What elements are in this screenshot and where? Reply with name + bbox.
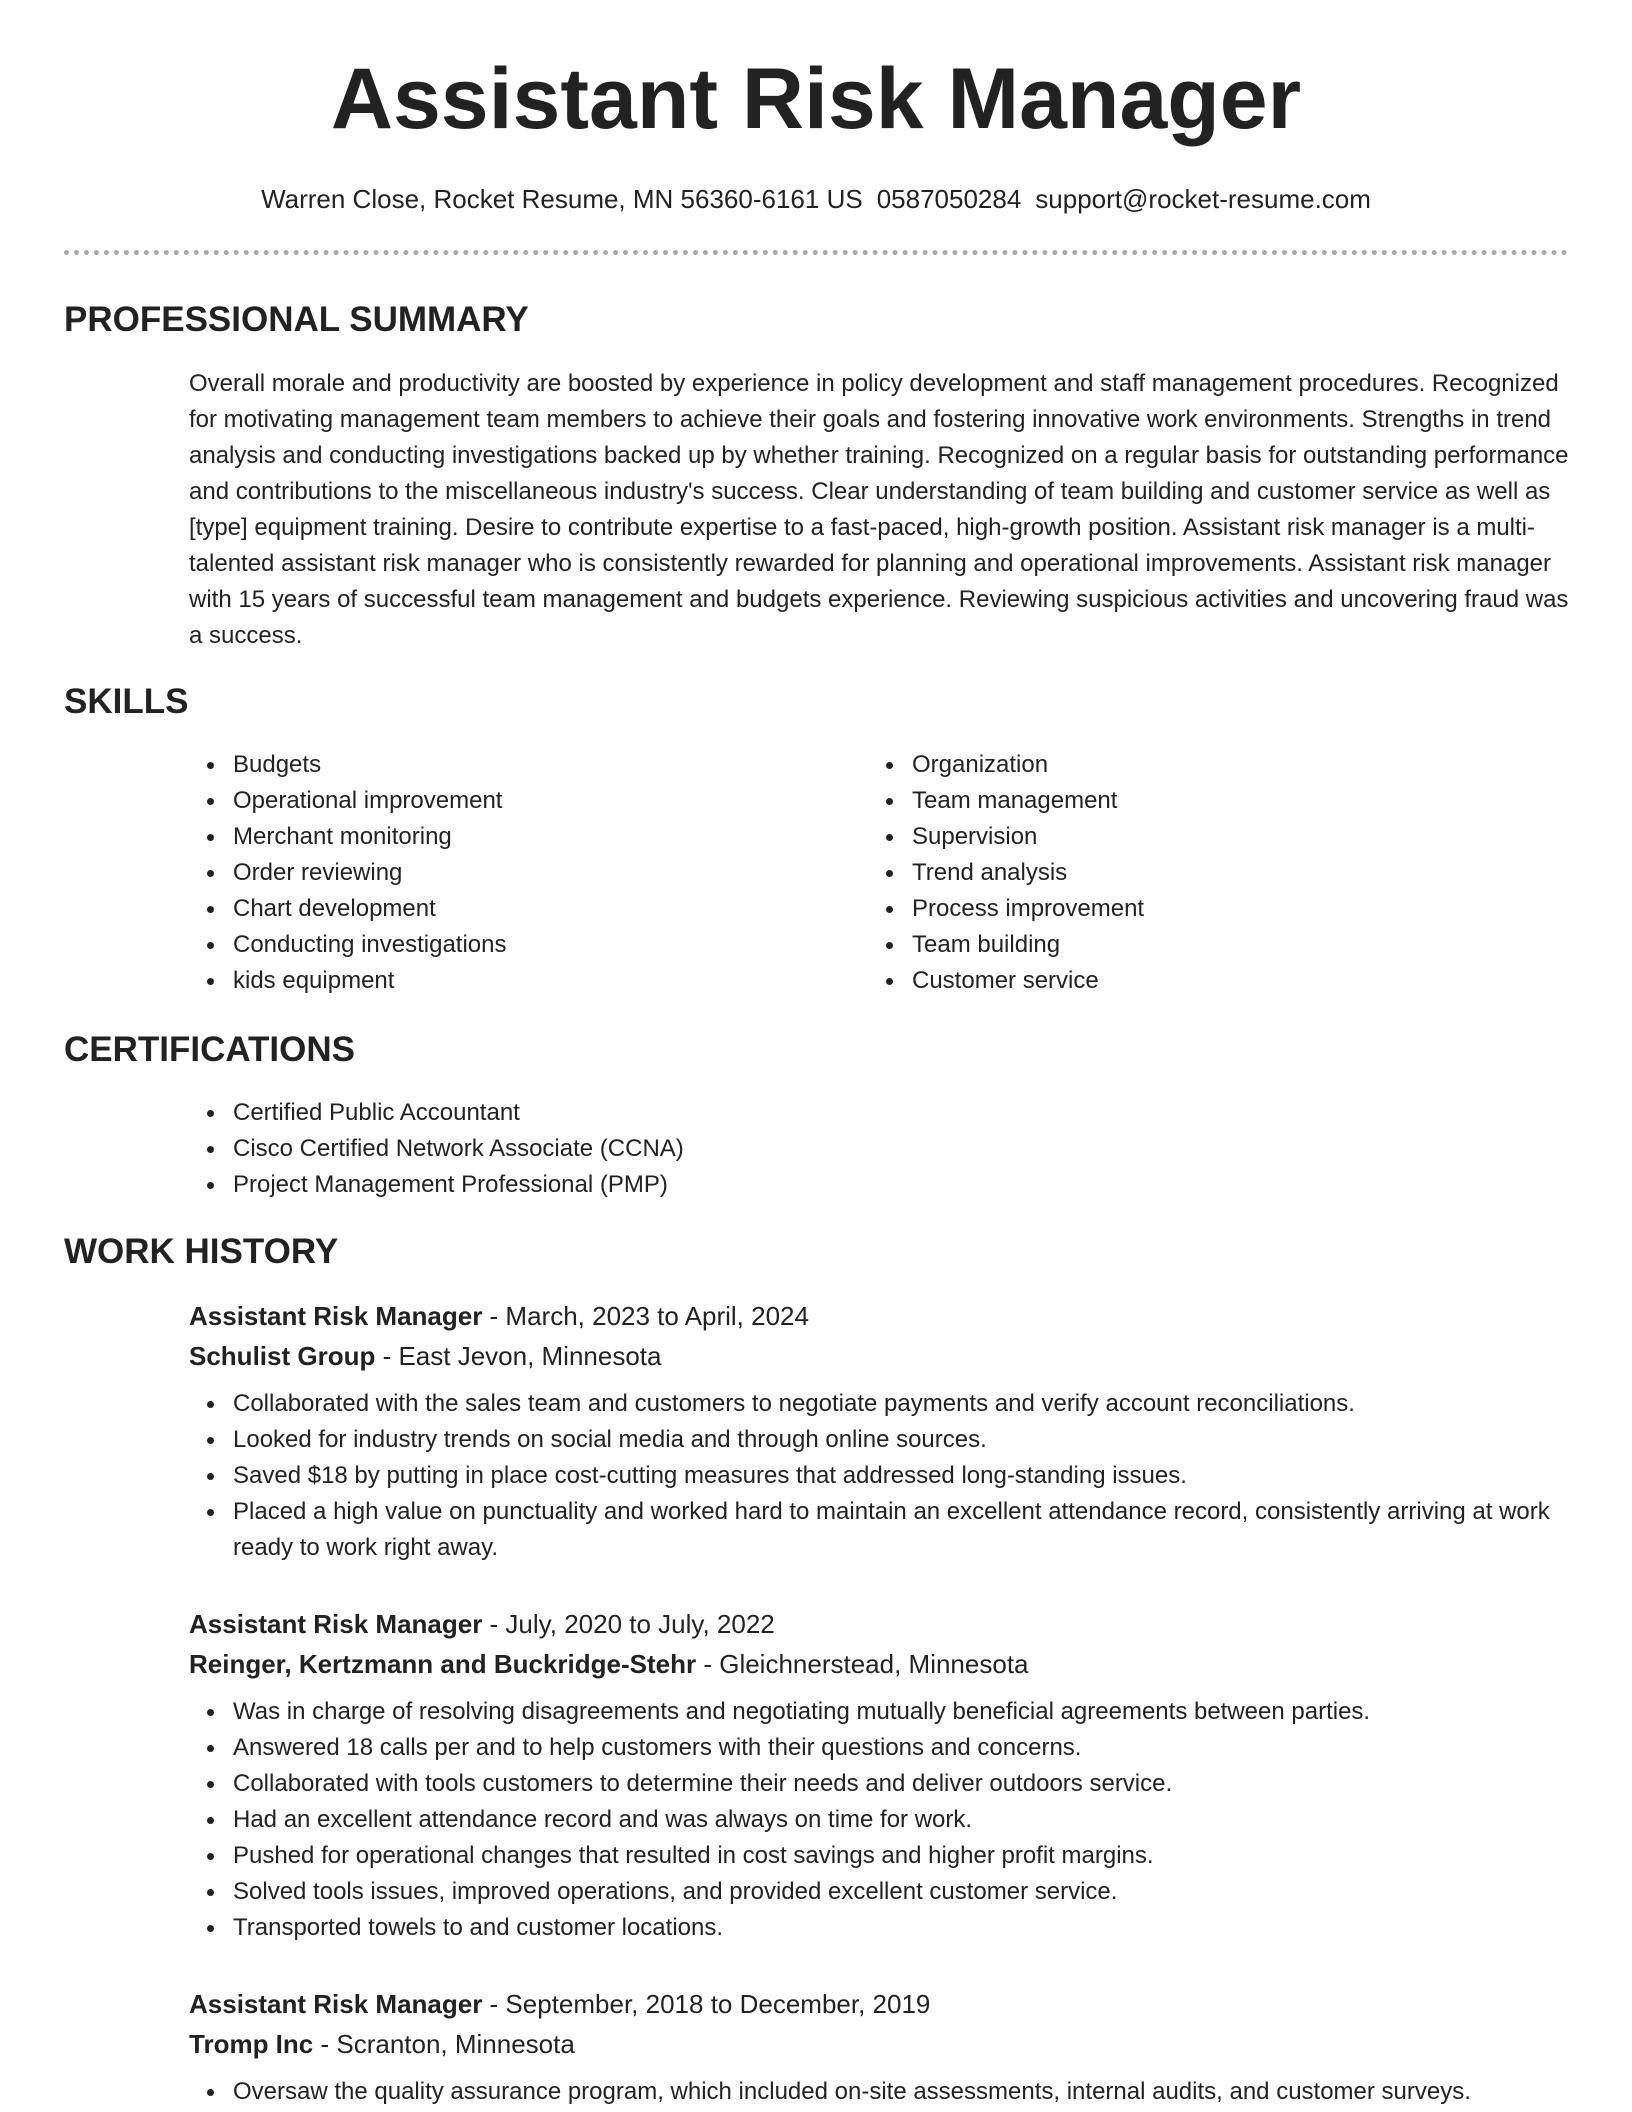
job-dates: - March, 2023 to April, 2024 xyxy=(482,1301,809,1331)
summary-heading: PROFESSIONAL SUMMARY xyxy=(64,300,529,339)
skill-item: Process improvement xyxy=(912,891,1144,927)
job-bullet: Solved tools issues, improved operations, and provided excellent customer service. xyxy=(233,1874,1569,1910)
skills-heading: SKILLS xyxy=(64,682,189,721)
skills-list-left xyxy=(189,747,507,999)
job-dates: - September, 2018 to December, 2019 xyxy=(482,1989,931,2019)
skills-right-column xyxy=(868,747,1144,999)
skill-item: Conducting investigations xyxy=(233,927,507,963)
skill-item: Budgets xyxy=(233,747,507,783)
job-bullet: Looked for industry trends on social media and through online sources. xyxy=(233,1422,1569,1458)
job-company-line xyxy=(189,2024,1569,2064)
job-dates: - July, 2020 to July, 2022 xyxy=(482,1609,775,1639)
header-divider xyxy=(64,250,1568,255)
job-company: Schulist Group xyxy=(189,1341,376,1371)
job-entry xyxy=(189,1984,1569,2110)
skill-item: kids equipment xyxy=(233,963,507,999)
job-title: Assistant Risk Manager xyxy=(189,1609,483,1639)
job-entry xyxy=(189,1296,1569,1566)
contact-line xyxy=(0,182,1632,216)
job-company: Reinger, Kertzmann and Buckridge-Stehr xyxy=(189,1649,697,1679)
skill-item: Trend analysis xyxy=(912,855,1144,891)
job-company-line xyxy=(189,1336,1569,1376)
job-bullet: Placed a high value on punctuality and worked hard to maintain an excellent attendance record, consistently arriving at work ready to work right away. xyxy=(233,1494,1569,1566)
job-bullet: Saved $18 by putting in place cost-cutting measures that addressed long-standing issues. xyxy=(233,1458,1569,1494)
job-bullet: Collaborated with the sales team and customers to negotiate payments and verify account reconciliations. xyxy=(233,1386,1569,1422)
job-title-line xyxy=(189,1296,1569,1336)
skills-list-right xyxy=(868,747,1144,999)
job-bullet: Answered 18 calls per and to help customers with their questions and concerns. xyxy=(233,1730,1569,1766)
skill-item: Chart development xyxy=(233,891,507,927)
contact-phone: 0587050284 xyxy=(876,184,1022,214)
certification-item: Project Management Professional (PMP) xyxy=(233,1167,684,1203)
certifications-list-wrap xyxy=(189,1095,684,1203)
contact-address: Warren Close, Rocket Resume, MN 56360-6161 US xyxy=(261,184,863,214)
skill-item: Team management xyxy=(912,783,1144,819)
job-bullet: Oversaw the quality assurance program, which included on-site assessments, internal audits, and customer surveys. xyxy=(233,2074,1569,2110)
job-entry xyxy=(189,1604,1569,1946)
job-location: - Gleichnerstead, Minnesota xyxy=(696,1649,1029,1679)
job-title: Assistant Risk Manager xyxy=(189,1989,483,2019)
certification-item: Certified Public Accountant xyxy=(233,1095,684,1131)
certification-item: Cisco Certified Network Associate (CCNA) xyxy=(233,1131,684,1167)
job-location: - Scranton, Minnesota xyxy=(313,2029,575,2059)
job-bullets xyxy=(189,1386,1569,1566)
skill-item: Organization xyxy=(912,747,1144,783)
summary-text: Overall morale and productivity are boosted by experience in policy development and staff management procedures. Recognized for motivating management team members to achieve their goals and fostering innovative work environments. Strengths in trend analysis and conducting investigations backed up by whether training. Recognized on a regular basis for outstanding performance and contributions to the miscellaneous industry's success. Clear understanding of team building and customer service as well as [type] equipment training. Desire to contribute expertise to a fast-paced, high-growth position. Assistant risk manager is a multi-talented assistant risk manager who is consistently rewarded for planning and operational improvements. Assistant risk manager with 15 years of successful team management and budgets experience. Reviewing suspicious activities and uncovering fraud was a success. xyxy=(189,370,1569,649)
skill-item: Operational improvement xyxy=(233,783,507,819)
job-title: Assistant Risk Manager xyxy=(189,1301,483,1331)
resume-title: Assistant Risk Manager xyxy=(330,51,1302,147)
job-bullets xyxy=(189,2074,1569,2110)
job-title-line xyxy=(189,1984,1569,2024)
job-bullet: Pushed for operational changes that resulted in cost savings and higher profit margins. xyxy=(233,1838,1569,1874)
job-title-line xyxy=(189,1604,1569,1644)
job-bullets xyxy=(189,1694,1569,1946)
skill-item: Customer service xyxy=(912,963,1144,999)
contact-email: support@rocket-resume.com xyxy=(1035,184,1371,214)
job-company: Tromp Inc xyxy=(189,2029,314,2059)
job-bullet: Transported towels to and customer locations. xyxy=(233,1910,1569,1946)
job-bullet: Collaborated with tools customers to determine their needs and deliver outdoors service. xyxy=(233,1766,1569,1802)
certifications-list xyxy=(189,1095,684,1203)
work-history-heading: WORK HISTORY xyxy=(64,1232,339,1271)
certifications-heading: CERTIFICATIONS xyxy=(64,1030,356,1069)
skill-item: Merchant monitoring xyxy=(233,819,507,855)
job-bullet: Had an excellent attendance record and was always on time for work. xyxy=(233,1802,1569,1838)
job-bullet: Was in charge of resolving disagreements and negotiating mutually beneficial agreements between parties. xyxy=(233,1694,1569,1730)
skills-left-column xyxy=(189,747,507,999)
skill-item: Supervision xyxy=(912,819,1144,855)
job-company-line xyxy=(189,1644,1569,1684)
job-location: - East Jevon, Minnesota xyxy=(375,1341,662,1371)
skill-item: Team building xyxy=(912,927,1144,963)
skill-item: Order reviewing xyxy=(233,855,507,891)
